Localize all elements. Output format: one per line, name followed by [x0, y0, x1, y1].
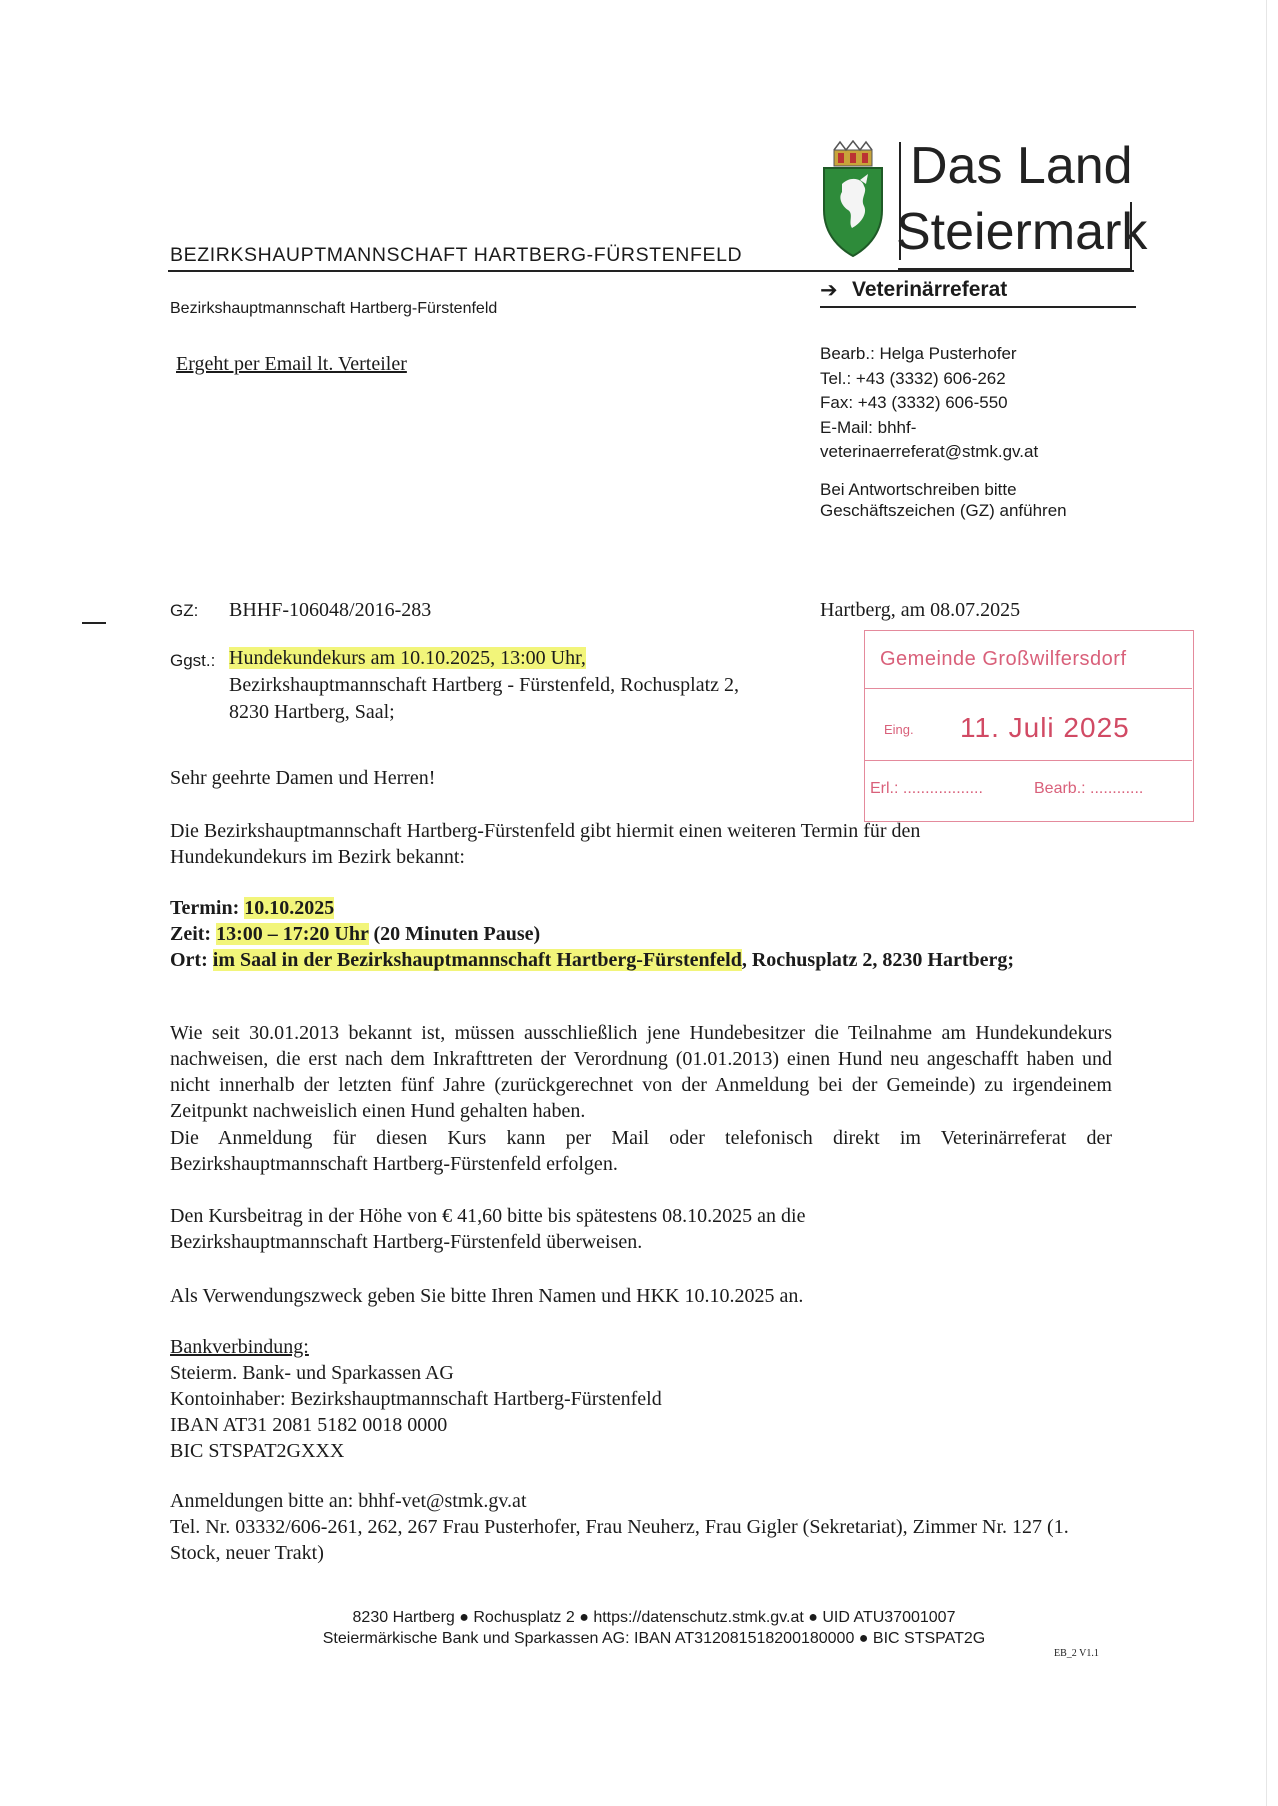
contact-email: veterinaerreferat@stmk.gv.at: [820, 442, 1039, 461]
termin-value: 10.10.2025: [244, 897, 335, 919]
zeit-row: [170, 921, 1110, 947]
purpose-paragraph: Als Verwendungszweck geben Sie bitte Ihren Namen und HKK 10.10.2025 an.: [170, 1285, 804, 1307]
stamp-divider-2: [864, 760, 1192, 761]
gz-value: BHHF-106048/2016-283: [229, 599, 432, 621]
appointment-block: [170, 895, 1110, 973]
bank-iban: IBAN AT31 2081 5182 0018 0000: [170, 1414, 448, 1436]
bank-name: Steierm. Bank- und Sparkassen AG: [170, 1362, 454, 1384]
contact-email-label: E-Mail: bhhf-: [820, 417, 917, 437]
zeit-label: Zeit:: [170, 923, 212, 945]
registration-line2: Tel. Nr. 03332/606-261, 262, 267 Frau Pusterhofer, Frau Neuherz, Frau Gigler (Sekretariat), Zimmer Nr. 127 (1. Stock, neuer Trakt): [170, 1516, 1069, 1564]
registration-line1: Anmeldungen bitte an: bhhf-vet@stmk.gv.at: [170, 1490, 527, 1512]
ggst-line1: Hundekundekurs am 10.10.2025, 13:00 Uhr,: [229, 647, 586, 669]
footer-line2: Steiermärkische Bank und Sparkassen AG: IBAN AT312081518200180000 ● BIC STSPAT2G: [322, 1630, 986, 1647]
termin-label: Termin:: [170, 897, 240, 919]
info-paragraph-1: Wie seit 30.01.2013 bekannt ist, müssen ausschließlich jene Hundebesitzer die Teilnahme am Hundekundekurs nachweisen, die erst nach dem Inkrafttreten der Verordnung (01.01.2013) einen Hund neu angeschafft haben und nicht innerhalb der letzten fünf Jahre (zurückgerechnet von der Anmeldung bei der Gemeinde) zu irgendeinem Zeitpunkt nachweislich einen Hund gehalten haben.: [170, 1022, 1112, 1122]
logo-das-land: Das Land: [910, 137, 1133, 195]
steiermark-coat-of-arms-logo: [820, 140, 886, 258]
contact-block: [820, 342, 1038, 465]
contact-tel: Tel.: +43 (3332) 606-262: [820, 368, 1006, 388]
info-paragraph-2: Die Anmeldung für diesen Kurs kann per Mail oder telefonisch direkt im Veterinärreferat der Bezirkshauptmannschaft Hartberg-Fürstenfeld erfolgen.: [170, 1127, 1112, 1175]
contact-fax: Fax: +43 (3332) 606-550: [820, 393, 1008, 412]
department-rule: [820, 306, 1136, 308]
delivery-note: Ergeht per Email lt. Verteiler: [176, 353, 407, 375]
contact-bearb: Bearb.: Helga Pusterhofer: [820, 344, 1017, 363]
fold-mark: [82, 622, 106, 624]
fee-line2: Bezirkshauptmannschaft Hartberg-Fürstenfeld überweisen.: [170, 1231, 643, 1253]
reply-note-line1: Bei Antwortschreiben bitte: [820, 480, 1017, 499]
bank-bic: BIC STSPAT2GXXX: [170, 1440, 345, 1462]
place-date: Hartberg, am 08.07.2025: [820, 599, 1021, 621]
stamp-eing-label: Eing.: [884, 722, 914, 737]
fee-line1: Den Kursbeitrag in der Höhe von € 41,60 bitte bis spätestens 08.10.2025 an die: [170, 1205, 806, 1227]
reply-note: [820, 479, 1067, 521]
registration-block: [170, 1488, 1110, 1566]
zeit-note: (20 Minuten Pause): [373, 923, 541, 945]
gz-label: GZ:: [170, 601, 199, 620]
footer-line1: 8230 Hartberg ● Rochusplatz 2 ● https://datenschutz.stmk.gv.at ● UID ATU37001007: [352, 1609, 956, 1626]
bank-block: [170, 1334, 1110, 1464]
fee-paragraph: [170, 1203, 1110, 1255]
scan-edge: [1266, 0, 1267, 1806]
authority-title: BEZIRKSHAUPTMANNSCHAFT HARTBERG-FÜRSTENFELD: [170, 244, 743, 266]
form-code: EB_2 V1.1: [1054, 1648, 1099, 1659]
department-name: Veterinärreferat: [852, 278, 1008, 301]
ort-label: Ort:: [170, 949, 208, 971]
reply-note-line2: Geschäftszeichen (GZ) anführen: [820, 501, 1067, 520]
received-stamp: [864, 630, 1194, 822]
department-arrow-icon: ➔: [820, 279, 838, 302]
ggst-line2: Bezirkshauptmannschaft Hartberg - Fürstenfeld, Rochusplatz 2,: [229, 674, 740, 696]
stamp-erl: Erl.: ..................: [870, 780, 983, 797]
zeit-value: 13:00 – 17:20 Uhr: [216, 923, 369, 945]
ort-value: im Saal in der Bezirkshauptmannschaft Hartberg-Fürstenfeld: [212, 949, 742, 971]
sender-line: Bezirkshauptmannschaft Hartberg-Fürstenfeld: [170, 300, 498, 317]
stamp-eing-date: 11. Juli 2025: [960, 712, 1130, 743]
bank-heading: Bankverbindung:: [170, 1336, 309, 1358]
ggst-block: [229, 645, 739, 726]
logo-steiermark: Steiermark: [896, 203, 1148, 261]
salutation: Sehr geehrte Damen und Herren!: [170, 767, 436, 789]
ort-row: [170, 947, 1110, 973]
intro-paragraph: Die Bezirkshauptmannschaft Hartberg-Fürstenfeld gibt hiermit einen weiteren Termin für den Hundekundekurs im Bezirk bekannt:: [170, 820, 921, 868]
stamp-divider-1: [864, 688, 1192, 689]
ggst-line3: 8230 Hartberg, Saal;: [229, 701, 395, 723]
stamp-title: Gemeinde Großwilfersdorf: [880, 648, 1127, 670]
ort-rest: , Rochusplatz 2, 8230 Hartberg;: [741, 949, 1015, 971]
termin-row: [170, 895, 1110, 921]
bank-holder: Kontoinhaber: Bezirkshauptmannschaft Hartberg-Fürstenfeld: [170, 1388, 662, 1410]
stamp-bearb: Bearb.: ............: [1034, 780, 1144, 797]
header-rule: [168, 270, 1134, 272]
ggst-label: Ggst.:: [170, 651, 216, 670]
